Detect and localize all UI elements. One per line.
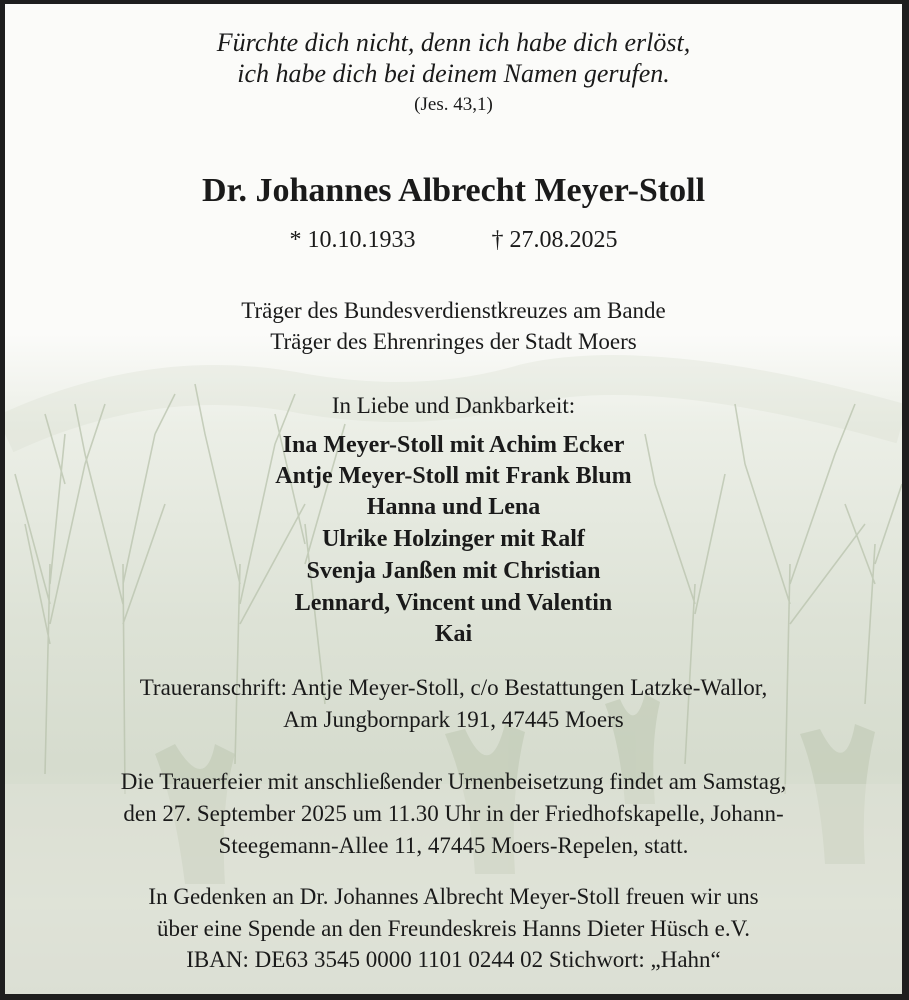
- verse-reference: (Jes. 43,1): [414, 94, 493, 115]
- mourners-intro: In Liebe und Dankbarkeit:: [331, 393, 576, 418]
- donation-line: In Gedenken an Dr. Johannes Albrecht Meyer-Stoll freuen wir uns: [148, 884, 759, 909]
- notice-content: [5, 4, 902, 994]
- mourner-entry: Ina Meyer-Stoll mit Achim Ecker: [282, 432, 625, 458]
- mourner-entry: Hanna und Lena: [366, 494, 541, 520]
- verse-line-2: ich habe dich bei deinem Namen gerufen.: [237, 59, 670, 88]
- iban-line: IBAN: DE63 3545 0000 1101 0244 02 Stichwort: „Hahn“: [186, 947, 721, 972]
- deceased-name: Dr. Johannes Albrecht Meyer-Stoll: [201, 172, 706, 209]
- address-line: Traueranschrift: Antje Meyer-Stoll, c/o Bestattungen Latzke-Wallor,: [139, 675, 768, 700]
- mourner-entry: Antje Meyer-Stoll mit Frank Blum: [275, 463, 632, 489]
- honor-line: Träger des Ehrenringes der Stadt Moers: [270, 329, 637, 354]
- mourner-entry: Svenja Janßen mit Christian: [306, 558, 601, 584]
- verse-line-1: Fürchte dich nicht, denn ich habe dich erlöst,: [216, 28, 691, 57]
- honor-line: Träger des Bundesverdienstkreuzes am Bande: [241, 298, 666, 323]
- mourner-entry: Lennard, Vincent und Valentin: [294, 590, 613, 616]
- donation-line: über eine Spende an den Freundeskreis Hanns Dieter Hüsch e.V.: [157, 916, 750, 941]
- mourner-entry: Kai: [434, 621, 473, 647]
- funeral-line: Die Trauerfeier mit anschließender Urnenbeisetzung findet am Samstag,: [120, 769, 787, 794]
- birth-date: * 10.10.1933: [289, 227, 416, 253]
- mourner-entry: Ulrike Holzinger mit Ralf: [322, 526, 585, 552]
- address-line: Am Jungbornpark 191, 47445 Moers: [283, 707, 624, 732]
- life-dates: [5, 227, 902, 254]
- death-notice: [5, 4, 902, 994]
- funeral-line: den 27. September 2025 um 11.30 Uhr in der Friedhofskapelle, Johann-: [123, 801, 784, 826]
- funeral-line: Steegemann-Allee 11, 47445 Moers-Repelen, statt.: [218, 833, 689, 858]
- death-date: † 27.08.2025: [491, 227, 618, 253]
